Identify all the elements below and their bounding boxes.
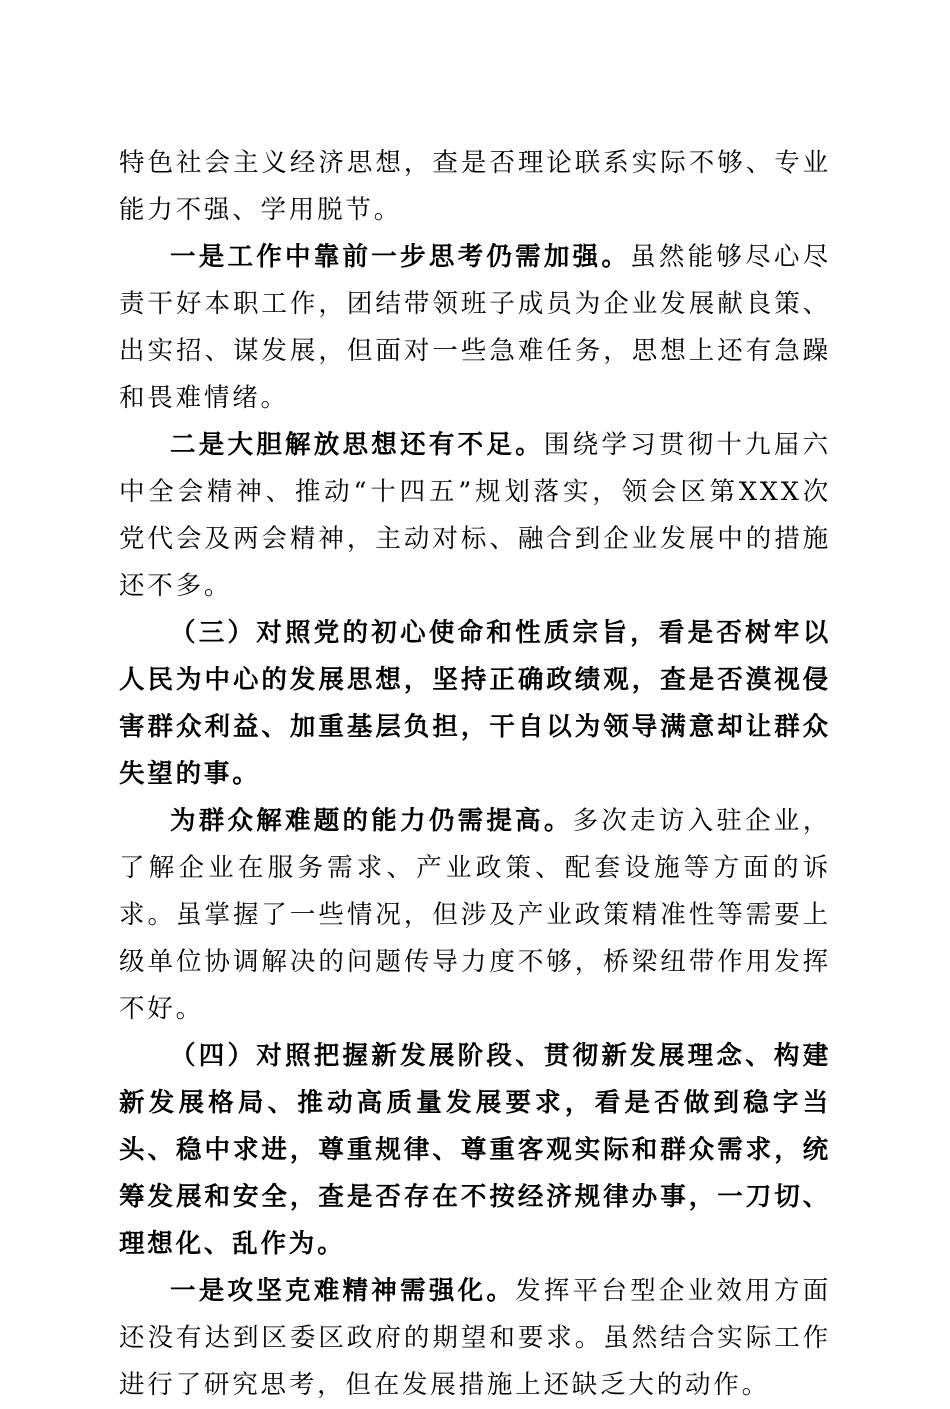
section-heading-text: （四）对照把握新发展阶段、贯彻新发展理念、构建新发展格局、推动高质量发展要求，看是否做到稳字当头、稳中求进，尊重规律、尊重客观实际和群众需求，统筹发展和安全，查是否存在不按经济规律办事，一刀切、理想化、乱作为。 xyxy=(119,1041,831,1259)
paragraph-lead: 一是工作中靠前一步思考仍需加强。 xyxy=(170,242,631,272)
paragraph-continuation xyxy=(119,140,831,234)
section-heading-four xyxy=(119,1033,831,1268)
paragraph-item-one-thinking xyxy=(119,234,831,422)
paragraph-lead: 二是大胆解放思想还有不足。 xyxy=(170,430,544,460)
paragraph-item-two-emancipation xyxy=(119,422,831,610)
section-heading-three xyxy=(119,610,831,798)
paragraph-text: 虽然能够尽心尽责干好本职工作，团结带领班子成员为企业发展献良策、出实招、谋发展，但面对一些急难任务，思想上还有急躁和畏难情绪。 xyxy=(119,242,831,413)
paragraph-lead: 为群众解难题的能力仍需提高。 xyxy=(170,806,573,836)
paragraph-text: 多次走访入驻企业，了解企业在服务需求、产业政策、配套设施等方面的诉求。虽掌握了一些情况，但涉及产业政策精准性等需要上级单位协调解决的问题传导力度不够，桥梁纽带作用发挥不好。 xyxy=(119,806,831,1024)
paragraph-problem-solving xyxy=(119,798,831,1033)
section-heading-text: （三）对照党的初心使命和性质宗旨，看是否树牢以人民为中心的发展思想，坚持正确政绩观，查是否漠视侵害群众利益、加重基层负担，干自以为领导满意却让群众失望的事。 xyxy=(119,618,831,789)
paragraph-lead: 一是攻坚克难精神需强化。 xyxy=(170,1276,516,1306)
document-body xyxy=(119,140,831,1409)
paragraph-text: 发挥平台型企业效用方面还没有达到区委区政府的期望和要求。虽然结合实际工作进行了研究思考，但在发展措施上还缺乏大的动作。 xyxy=(119,1276,831,1400)
paragraph-text: 围绕学习贯彻十九届六中全会精神、推动“十四五”规划落实，领会区第XXX次党代会及两会精神，主动对标、融合到企业发展中的措施还不多。 xyxy=(119,430,831,601)
paragraph-text: 特色社会主义经济思想，查是否理论联系实际不够、专业能力不强、学用脱节。 xyxy=(119,148,831,225)
paragraph-item-one-tackling xyxy=(119,1268,831,1409)
